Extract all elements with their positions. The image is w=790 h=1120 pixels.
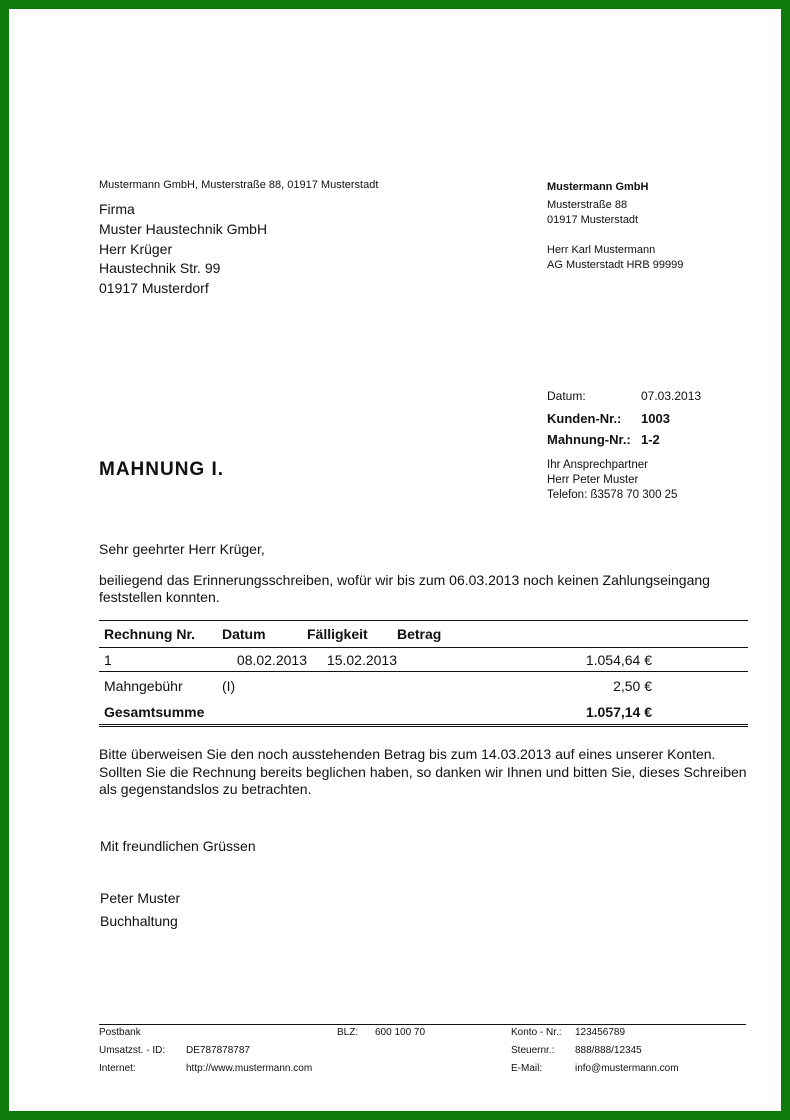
date-value: 07.03.2013 bbox=[641, 389, 702, 403]
intro-paragraph: beiliegend das Erinnerungsschreiben, wofür wir bis zum 06.03.2013 noch keinen Zahlungseingang feststellen konnten. bbox=[99, 572, 710, 605]
footer-mail-label: E-Mail: bbox=[511, 1063, 543, 1074]
recipient-line: Firma bbox=[99, 201, 135, 217]
footer-bank: Postbank bbox=[99, 1027, 141, 1038]
signature-name: Peter Muster bbox=[100, 890, 181, 906]
customer-number-value: 1003 bbox=[641, 411, 670, 426]
header-due-date: Fälligkeit bbox=[307, 626, 368, 642]
footer-blz-value: 600 100 70 bbox=[375, 1027, 426, 1038]
footer-web-value[interactable]: http://www.mustermann.com bbox=[186, 1063, 313, 1074]
header-amount: Betrag bbox=[397, 626, 442, 642]
footer-vat-value: DE787878787 bbox=[186, 1045, 250, 1056]
recipient-line: Muster Haustechnik GmbH bbox=[99, 220, 268, 237]
closing-paragraph: Bitte überweisen Sie den noch ausstehenden Betrag bis zum 14.03.2013 auf eines unserer Konten. Sollten Sie die Rechnung bereits beglichen haben, so danken wir Ihnen und bitten Sie, dieses Schreiben als gegenstandslos zu betrachten. bbox=[99, 746, 747, 797]
footer-tax-value: 888/888/12345 bbox=[575, 1045, 642, 1056]
recipient-line: Herr Krüger bbox=[99, 240, 173, 257]
company-city: 01917 Musterstadt bbox=[547, 214, 639, 226]
signature-department: Buchhaltung bbox=[100, 913, 178, 929]
regards: Mit freundlichen Grüssen bbox=[100, 838, 256, 854]
invoice-table bbox=[99, 620, 748, 727]
recipient-line: 01917 Musterdorf bbox=[99, 280, 209, 297]
fee-level: (I) bbox=[222, 678, 236, 695]
footer-mail-value[interactable]: info@mustermann.com bbox=[575, 1063, 679, 1074]
greeting: Sehr geehrter Herr Krüger, bbox=[99, 541, 265, 557]
sender-return-address: Mustermann GmbH, Musterstraße 88, 01917 Musterstadt bbox=[99, 179, 379, 191]
contact-name: Herr Peter Muster bbox=[547, 474, 639, 486]
invoice-due-date: 15.02.2013 bbox=[326, 651, 397, 668]
footer-blz-label: BLZ: bbox=[337, 1027, 359, 1038]
date-label: Datum: bbox=[547, 389, 586, 403]
table-row bbox=[99, 648, 748, 672]
invoice-amount: 1.054,64 € bbox=[585, 651, 652, 668]
company-owner: Herr Karl Mustermann bbox=[547, 244, 656, 256]
company-street: Musterstraße 88 bbox=[547, 199, 628, 211]
recipient-line: Haustechnik Str. 99 bbox=[99, 260, 221, 277]
document-meta bbox=[547, 389, 701, 447]
document-title: MAHNUNG I. bbox=[99, 459, 225, 480]
fee-label: Mahngebühr bbox=[104, 678, 183, 695]
recipient-address bbox=[99, 200, 267, 299]
footer-account-label: Konto - Nr.: bbox=[511, 1027, 562, 1038]
invoice-date: 08.02.2013 bbox=[236, 651, 307, 668]
phone-value: ß3578 70 300 25 bbox=[590, 489, 678, 501]
total-row bbox=[99, 701, 748, 726]
phone-label: Telefon: bbox=[547, 489, 588, 501]
table-header-row bbox=[99, 621, 748, 648]
company-name: Mustermann GmbH bbox=[547, 181, 649, 193]
reminder-number-label: Mahnung-Nr.: bbox=[547, 432, 631, 447]
fee-amount: 2,50 € bbox=[613, 678, 652, 695]
reminder-number-value: 1-2 bbox=[641, 432, 660, 447]
company-register: AG Musterstadt HRB 99999 bbox=[547, 259, 684, 271]
contact-heading: Ihr Ansprechpartner bbox=[547, 459, 649, 471]
total-amount: 1.057,14 € bbox=[585, 704, 652, 721]
total-label: Gesamtsumme bbox=[104, 704, 205, 721]
customer-number-label: Kunden-Nr.: bbox=[547, 411, 622, 426]
footer-vat-label: Umsatzst. - ID: bbox=[99, 1045, 166, 1056]
footer-divider bbox=[99, 1024, 746, 1025]
fee-row bbox=[99, 672, 748, 701]
contact-person bbox=[547, 458, 677, 503]
footer-tax-label: Steuernr.: bbox=[511, 1045, 555, 1056]
company-info bbox=[547, 180, 683, 273]
footer-web-label: Internet: bbox=[99, 1063, 136, 1074]
header-date: Datum bbox=[222, 626, 266, 642]
invoice-number: 1 bbox=[104, 651, 112, 668]
header-invoice-number: Rechnung Nr. bbox=[104, 626, 196, 642]
footer-account-value: 123456789 bbox=[575, 1027, 626, 1038]
